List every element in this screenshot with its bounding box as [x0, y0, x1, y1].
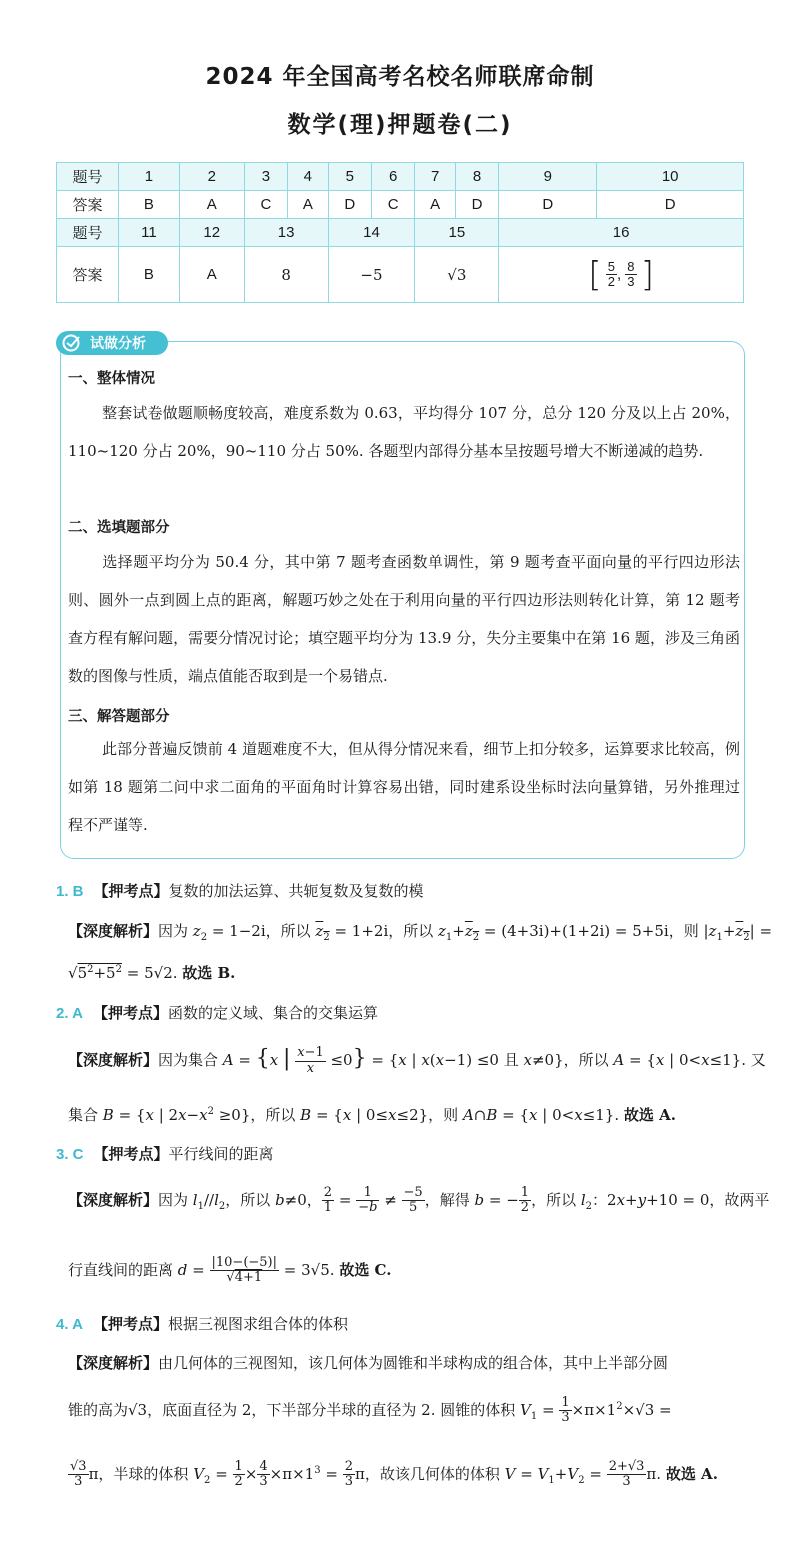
section-text: 整套试卷做题顺畅度较高，难度系数为 0.63，平均得分 107 分，总分 120 分及以上占 20%，110~120 分占 20%，90~110 分占 50%. 各题型内部得分基本呈按题号增大不断递减的趋势. [68, 404, 740, 460]
question-solution: 【深度解析】因为 $l_1//l_2$，所以 b≠0， $\frac{2}{1}$ = $\frac{1}{-b}$ ≠ $\frac{-5}{5}$ ，解得 b = − $\frac{1}{2}$ ，所以 $l_2$：2x+y+10 = 0，故两平 [68, 1185, 770, 1216]
table-row [57, 219, 744, 247]
question-solution: 【深度解析】因为集合 A = {x | $\frac{x-1}{x}$ ≤0} = {x | x(x−1) ≤0 且 x≠0}，所以 A = {x | 0<x≤1}. 又 [68, 1045, 766, 1076]
question-solution: 行直线间的距离 d = $\frac{|10-(-5)|}{√4+1}$ = 3√5. 故选 C. [68, 1255, 392, 1286]
qnum: 16 [499, 219, 744, 247]
table-row [57, 163, 744, 191]
answer: C [371, 191, 414, 219]
answer: A [288, 191, 328, 219]
qnum: 11 [119, 219, 180, 247]
question-solution: 集合 B = {x | $2x-x^2 \ge 0$}，所以 B = {x | 0≤x≤2}，则 A∩B = {x | 0<x≤1}. 故选 A. [68, 1106, 676, 1124]
question-solution: 【深度解析】由几何体的三视图知，该几何体为圆锥和半球构成的组合体，其中上半部分圆 [68, 1354, 669, 1372]
question-solution: 【深度解析】因为 $z_2 = 1-2i$，所以 $z_2 = 1+2i$，所以 $z_1+z_2 = (4+3i)+(1+2i) = 5+5i$，则 $|z_1+z_2|$ = [68, 922, 773, 943]
question-header: 2. A 【押考点】函数的定义域、集合的交集运算 [56, 1004, 378, 1022]
answer: D [455, 191, 498, 219]
qnum: 6 [371, 163, 414, 191]
answer: −5 [328, 247, 415, 303]
right-bracket: ] [640, 254, 654, 295]
pen-icon [62, 334, 84, 352]
qnum: 12 [179, 219, 244, 247]
table-row [57, 191, 744, 219]
label-answer: 答案 [57, 247, 119, 303]
answer: 8 [244, 247, 328, 303]
qnum: 14 [328, 219, 415, 247]
answer: D [597, 191, 744, 219]
question-header: 3. C 【押考点】平行线间的距离 [56, 1145, 274, 1163]
qnum: 5 [328, 163, 371, 191]
question-solution: 锥的高为√3，底面直径为 2，下半部分半球的直径为 2. 圆锥的体积 $V_1$ = $\frac{1}{3}$ $\times\pi\times 1^2\times√3$ = [68, 1395, 672, 1426]
answer: A [415, 191, 455, 219]
qnum: 4 [288, 163, 328, 191]
section-title: 二、选填题部分 [68, 520, 170, 536]
label-question: 题号 [57, 219, 119, 247]
analysis-badge [56, 331, 168, 355]
answer: √3 [415, 247, 499, 303]
table-row [57, 247, 744, 303]
answer: B [119, 191, 180, 219]
answer: D [328, 191, 371, 219]
qnum: 13 [244, 219, 328, 247]
qnum: 15 [415, 219, 499, 247]
page-title: 2024 年全国高考名校名师联席命制 [205, 64, 595, 90]
label-answer: 答案 [57, 191, 119, 219]
answer-table [56, 162, 744, 303]
section-text: 选择题平均分为 50.4 分，其中第 7 题考查函数单调性，第 9 题考查平面向量的平行四边形法则、圆外一点到圆上点的距离，解题巧妙之处在于利用向量的平行四边形法则转化计算，第 12 题考查方程有解问题，需要分情况讨论；填空题平均分为 13.9 分，失分主要集中在第 16 题，涉及三角函数的图像与性质，端点值能否取到是一个易错点. [68, 553, 740, 685]
qnum: 1 [119, 163, 180, 191]
qnum: 10 [597, 163, 744, 191]
section-title: 三、解答题部分 [68, 709, 170, 725]
answer: C [244, 191, 287, 219]
badge-label: 试做分析 [90, 336, 146, 352]
qnum: 8 [455, 163, 498, 191]
answer: D [499, 191, 597, 219]
qnum: 7 [415, 163, 455, 191]
label-question: 题号 [57, 163, 119, 191]
question-header: 1. B 【押考点】复数的加法运算、共轭复数及复数的模 [56, 882, 424, 900]
left-bracket: [ [588, 254, 602, 295]
fraction: $\frac{8}{3}$ [627, 258, 635, 289]
answer: A [179, 247, 244, 303]
section-text: 此部分普遍反馈前 4 道题难度不大，但从得分情况来看，细节上扣分较多，运算要求比较高，例如第 18 题第二问中求二面角的平面角时计算容易出错，同时建系设坐标时法向量算错，另外推理过程不严谨等. [68, 740, 740, 834]
section-title: 一、整体情况 [68, 371, 155, 387]
question-solution: $\frac{√3}{3}$ π，半球的体积 $V_2$ = $\frac{1}{2}$ × $\frac{4}{3}$ $\times\pi\times 1^3$ = $\frac{2}{3}$ π，故该几何体的体积 $V = V_1+V_2$ = $\frac{2+√3}{3}$ π. 故选 A. [70, 1459, 718, 1490]
page-subtitle: 数学(理)押题卷(二) [287, 112, 513, 138]
fraction: $\frac{5}{2}$ [607, 258, 615, 289]
qnum: 9 [499, 163, 597, 191]
answer: A [179, 191, 244, 219]
question-solution: $√5^2+5^2 = 5√2$. 故选 B. [68, 964, 236, 982]
question-header: 4. A 【押考点】根据三视图求组合体的体积 [56, 1315, 348, 1333]
answer: B [119, 247, 180, 303]
answer-16: [ $\frac{5}{2}$ , $\frac{8}{3}$ ] [499, 247, 744, 303]
qnum: 2 [179, 163, 244, 191]
qnum: 3 [244, 163, 287, 191]
